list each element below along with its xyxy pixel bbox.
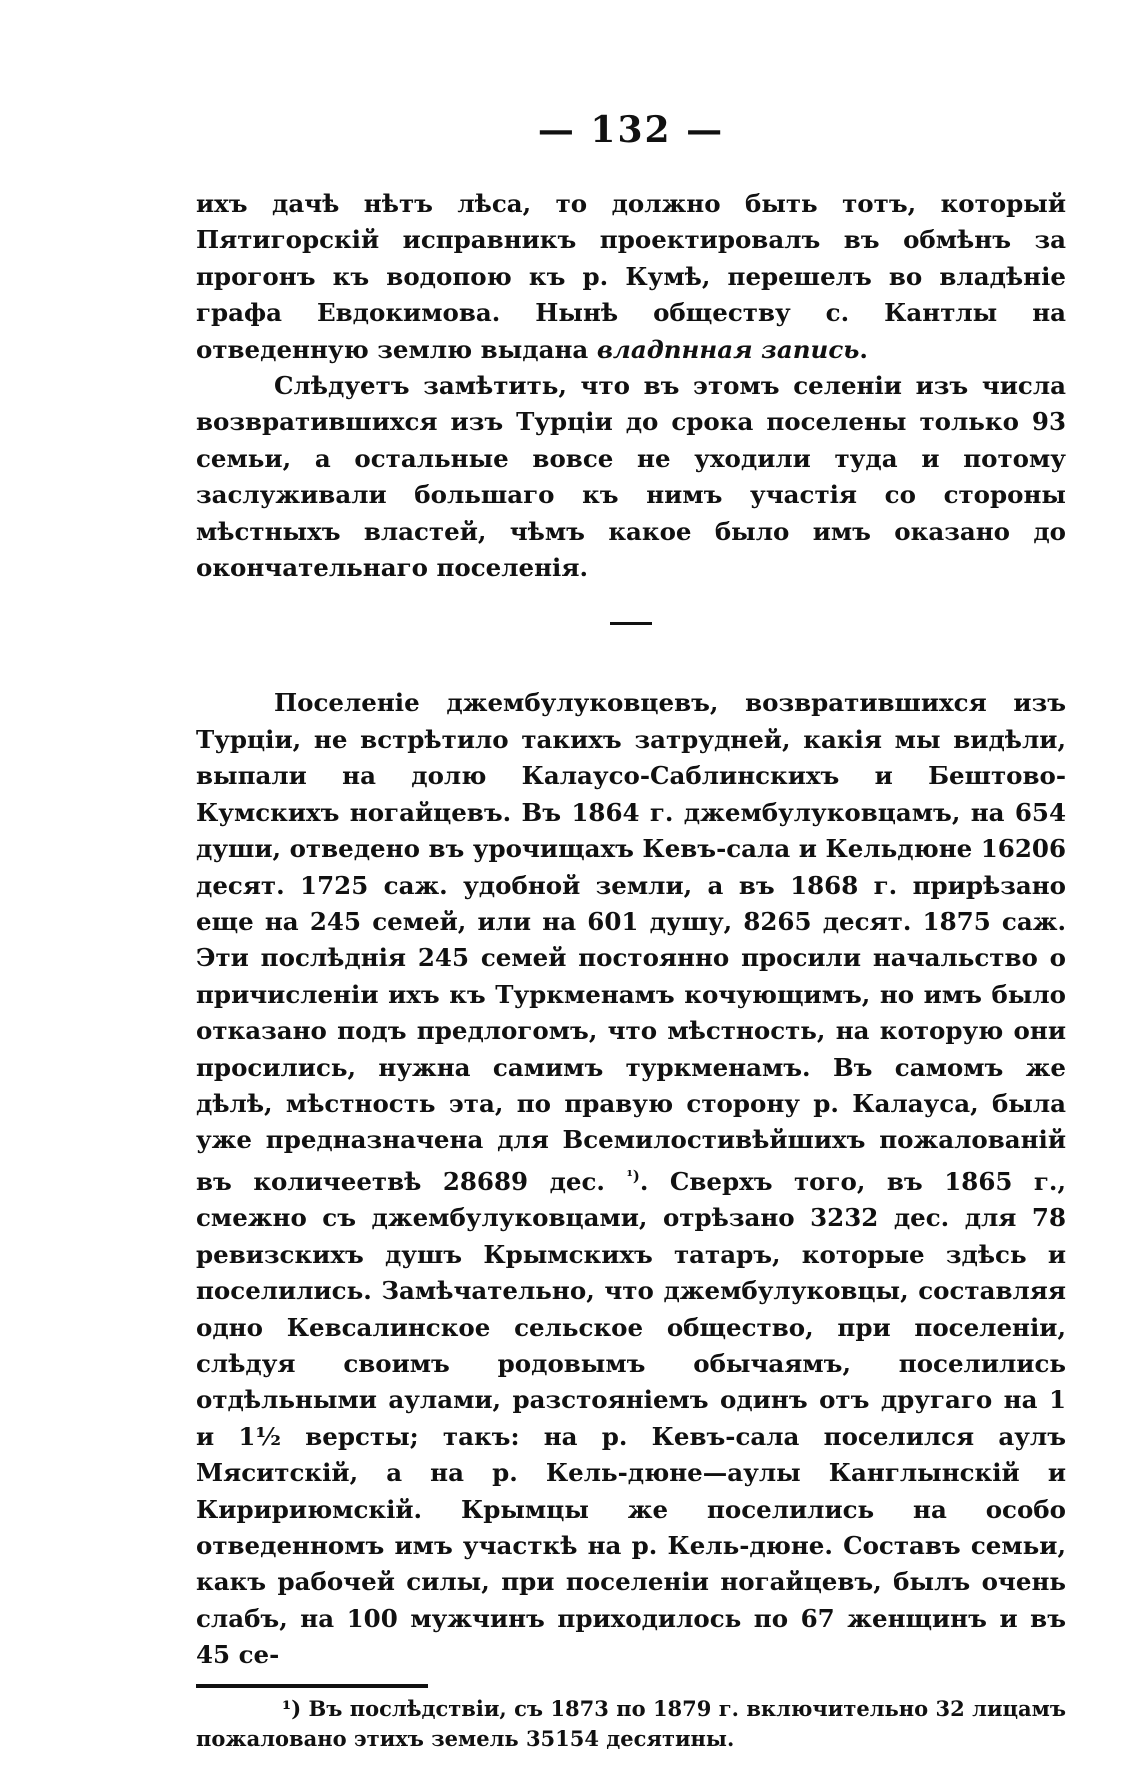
paragraph-1-text: ихъ дачѣ нѣтъ лѣса, то должно быть тотъ, который Пятигорскій исправникъ проектировалъ въ обмѣнъ за прогонъ къ водопою къ р. Кумѣ, перешелъ во владѣніе графа Евдокимова. Нынѣ обществу с. Кантлы на отведенную землю выдана xyxy=(196,189,1066,364)
fraction-one-and-half: 1½ xyxy=(238,1421,282,1451)
paragraph-1-end: . xyxy=(859,334,868,364)
footnote-mark: ¹) xyxy=(282,1695,302,1721)
book-page xyxy=(196,109,1067,1754)
footnote-text: Въ послѣдствіи, съ 1873 по 1879 г. включительно 32 лицамъ пожаловано этихъ земель 35154 десятины. xyxy=(196,1695,1066,1751)
paragraph-3 xyxy=(196,685,1066,1673)
footnote-reference[interactable]: ¹) xyxy=(626,1167,640,1185)
paragraph-continuation xyxy=(196,186,1066,368)
footnote-separator xyxy=(196,1684,428,1688)
page-number: — 132 — xyxy=(537,109,725,151)
paragraph-3-text-c: версты; такъ: на р. Кевъ-сала поселился аулъ Мяситскій, а на р. Кель-дюне—аулы Канглынскій и Киририюмскій. Крымцы же поселились на особо отведенномъ имъ участкѣ на р. Кель-дюне. Составъ семьи, какъ рабочей силы, при поселеніи ногайцевъ, былъ очень слабъ, на 100 мужчинъ приходилось по 67 женщинъ и въ 45 се- xyxy=(196,1421,1067,1670)
paragraph-3-text-a: Поселеніе джембулуковцевъ, возвратившихся изъ Турціи, не встрѣтило такихъ затрудней, какія мы видѣли, выпали на долю Калаусо-Саблинскихъ и Бештово-Кумскихъ ногайцевъ. Въ 1864 г. джембулуковцамъ, на 654 души, отведено въ урочищахъ Кевъ-сала и Кельдюне 16206 десят. 1725 саж. удобной земли, а въ 1868 г. прирѣзано еще на 245 семей, или на 601 душу, 8265 десят. 1875 саж. Эти послѣднія 245 семей постоянно просили начальство о причисленіи ихъ къ Туркменамъ кочующимъ, но имъ было отказано подъ предлогомъ, что мѣстность, на которую они просились, нужна самимъ туркменамъ. Въ самомъ же дѣлѣ, мѣстность эта, по правую сторону р. Калауса, была уже предназначена для Всемилостивѣйшихъ пожалованій въ количеетвѣ 28689 дес. xyxy=(196,688,1066,1196)
paragraph-1-italic-term: владпнная запись xyxy=(596,334,860,364)
section-divider xyxy=(610,622,652,625)
paragraph-3-text-b: . Сверхъ того, въ 1865 г., смежно съ джембулуковцами, отрѣзано 3232 дес. для 78 ревизскихъ душъ Крымскихъ татаръ, которые здѣсь и поселились. Замѣчательно, что джембулуковцы, составляя одно Кевсалинское сельское общество, при поселеніи, слѣдуя своимъ родовымъ обычаямъ, поселились отдѣльными аулами, разстояніемъ одинъ отъ другаго на 1 и xyxy=(196,1166,1066,1451)
footnote xyxy=(196,1694,1066,1754)
paragraph-2: Слѣдуетъ замѣтить, что въ этомъ селеніи изъ числа возвратившихся изъ Турціи до срока поселены только 93 семьи, а остальные вовсе не уходили туда и потому заслуживали большаго къ нимъ участія со стороны мѣстныхъ властей, чѣмъ какое было имъ оказано до окончательнаго поселенія. xyxy=(196,371,1066,583)
